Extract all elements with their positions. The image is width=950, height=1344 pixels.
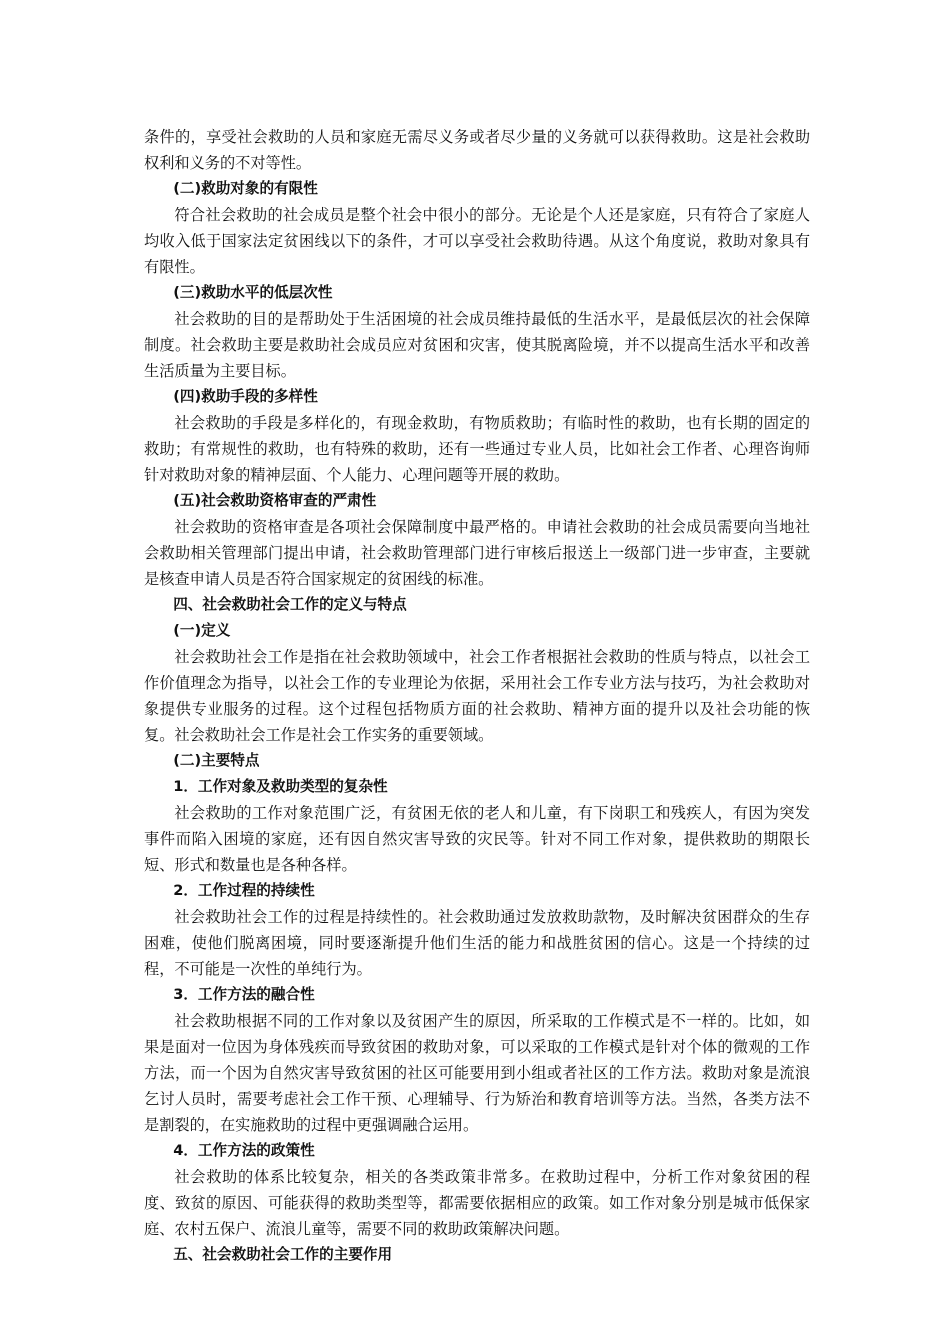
body-paragraph: 社会救助根据不同的工作对象以及贫困产生的原因，所采取的工作模式是不一样的。比如，如果是面对一位因为身体残疾而导致贫困的救助对象，可以采取的工作模式是针对个体的微观的工作方法，而一个因为自然灾害导致贫困的社区可能要用到小组或者社区的工作方法。救助对象是流浪乞讨人员时，需要考虑社会工作干预、心理辅导、行为矫治和教育培训等方法。当然，各类方法不是割裂的，在实施救助的过程中更强调融合运用。 (144, 1012, 810, 1134)
body-paragraph: 社会救助社会工作是指在社会救助领域中，社会工作者根据社会救助的性质与特点，以社会工作价值理念为指导，以社会工作的专业理论为依据，采用社会工作专业方法与技巧，为社会救助对象提供专业服务的过程。这个过程包括物质方面的社会救助、精神方面的提升以及社会功能的恢复。社会救助社会工作是社会工作实务的重要领域。 (144, 648, 810, 744)
section-heading: 1．工作对象及救助类型的复杂性 (173, 778, 388, 795)
body-paragraph: 社会救助的手段是多样化的，有现金救助，有物质救助；有临时性的救助，也有长期的固定的救助；有常规性的救助，也有特殊的救助，还有一些通过专业人员，比如社会工作者、心理咨询师针对救助对象的精神层面、个人能力、心理问题等开展的救助。 (144, 414, 810, 484)
section-heading: 2．工作过程的持续性 (173, 882, 315, 899)
body-paragraph: 条件的，享受社会救助的人员和家庭无需尽义务或者尽少量的义务就可以获得救助。这是社会救助权利和义务的不对等性。 (144, 128, 810, 172)
section-heading: 3．工作方法的融合性 (173, 986, 315, 1003)
section-heading: (四)救助手段的多样性 (173, 388, 318, 405)
section-heading: (一)定义 (173, 622, 231, 639)
body-paragraph: 社会救助的资格审查是各项社会保障制度中最严格的。申请社会救助的社会成员需要向当地社会救助相关管理部门提出申请，社会救助管理部门进行审核后报送上一级部门进一步审查，主要就是核查申请人员是否符合国家规定的贫困线的标准。 (144, 518, 810, 588)
section-heading: (二)救助对象的有限性 (173, 180, 318, 197)
body-paragraph: 社会救助的工作对象范围广泛，有贫困无依的老人和儿童，有下岗职工和残疾人，有因为突发事件而陷入困境的家庭，还有因自然灾害导致的灾民等。针对不同工作对象，提供救助的期限长短、形式和数量也是各种各样。 (144, 804, 810, 874)
body-paragraph: 符合社会救助的社会成员是整个社会中很小的部分。无论是个人还是家庭，只有符合了家庭人均收入低于国家法定贫困线以下的条件，才可以享受社会救助待遇。从这个角度说，救助对象具有有限性。 (144, 206, 810, 276)
document-page (144, 124, 810, 1268)
body-paragraph: 社会救助的目的是帮助处于生活困境的社会成员维持最低的生活水平，是最低层次的社会保障制度。社会救助主要是救助社会成员应对贫困和灾害，使其脱离险境，并不以提高生活水平和改善生活质量为主要目标。 (144, 310, 810, 380)
section-heading: (五)社会救助资格审查的严肃性 (173, 492, 377, 509)
section-heading: 五、社会救助社会工作的主要作用 (173, 1246, 393, 1263)
body-paragraph: 社会救助的体系比较复杂，相关的各类政策非常多。在救助过程中，分析工作对象贫困的程度、致贫的原因、可能获得的救助类型等，都需要依据相应的政策。如工作对象分别是城市低保家庭、农村五保户、流浪儿童等，需要不同的救助政策解决问题。 (144, 1168, 810, 1238)
section-heading: 4．工作方法的政策性 (173, 1142, 315, 1159)
section-heading: (二)主要特点 (173, 752, 260, 769)
section-heading: (三)救助水平的低层次性 (173, 284, 333, 301)
section-heading: 四、社会救助社会工作的定义与特点 (173, 596, 407, 613)
body-paragraph: 社会救助社会工作的过程是持续性的。社会救助通过发放救助款物，及时解决贫困群众的生存困难，使他们脱离困境，同时要逐渐提升他们生活的能力和战胜贫困的信心。这是一个持续的过程，不可能是一次性的单纯行为。 (144, 908, 810, 978)
